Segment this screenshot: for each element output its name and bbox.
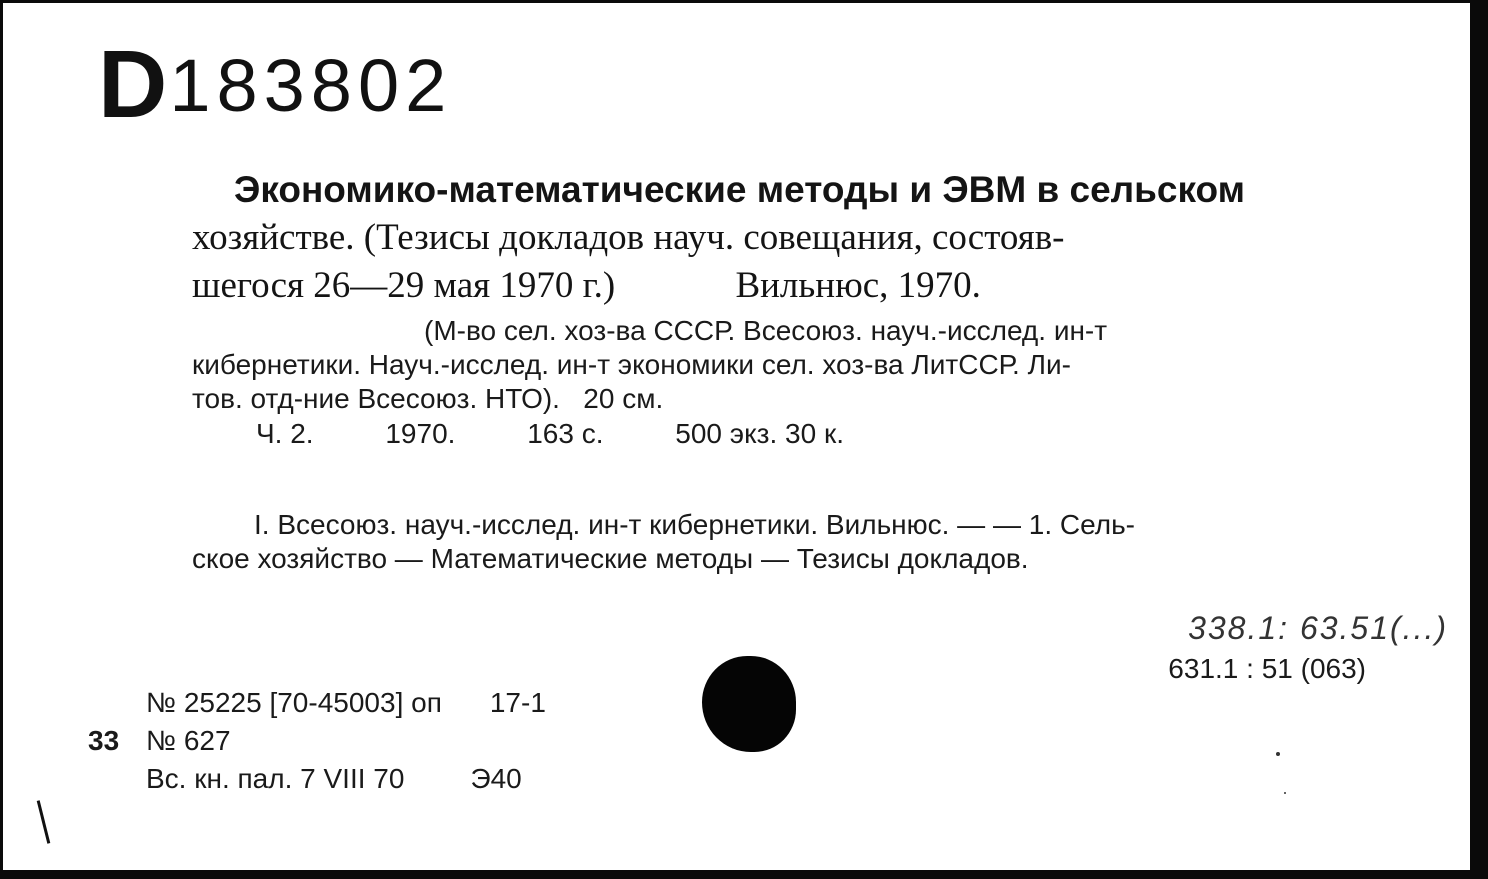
title-line: шегося 26—29 мая 1970 г.) Вильнюс, 1970. bbox=[192, 265, 981, 306]
volume-year: 1970. bbox=[385, 418, 456, 449]
catalog-number-prefix: D bbox=[98, 31, 170, 138]
catalog-number-digits: 183802 bbox=[169, 44, 453, 127]
ink-speck bbox=[1284, 792, 1286, 794]
issuer-line: тов. отд-ние Всесоюз. НТО). 20 см. bbox=[192, 383, 664, 414]
book-title: Экономико-математические методы и ЭВМ в сельском bbox=[234, 169, 1246, 210]
order-code: 17-1 bbox=[489, 687, 546, 718]
subject-tracings bbox=[192, 508, 1366, 576]
card-edge-top bbox=[0, 0, 1488, 3]
volume-part: Ч. 2. bbox=[256, 418, 314, 449]
chamber-date: Вс. кн. пал. 7 VIII 70 bbox=[146, 763, 405, 794]
card-edge-bottom bbox=[0, 870, 1488, 879]
tracing-line: I. Всесоюз. науч.-исслед. ин-т кибернетики. Вильнюс. — — 1. Сель- bbox=[254, 509, 1135, 540]
card-number: № 627 bbox=[146, 725, 231, 756]
print-info bbox=[88, 684, 546, 798]
print-info-row bbox=[88, 760, 546, 798]
print-info-row bbox=[88, 722, 546, 760]
classification-codes bbox=[1168, 610, 1448, 685]
udc-classification: 631.1 : 51 (063) bbox=[1168, 653, 1366, 684]
volume-print-run: 500 экз. 30 к. bbox=[675, 418, 844, 449]
pen-mark bbox=[37, 800, 51, 843]
collation-line bbox=[256, 418, 908, 450]
margin-number: 33 bbox=[88, 725, 120, 756]
chamber-code: Э40 bbox=[470, 763, 522, 794]
issuer-note bbox=[192, 314, 1366, 416]
handwritten-classification: 338.1: 63.51(...) bbox=[1188, 610, 1448, 646]
title-line: хозяйстве. (Тезисы докладов науч. совещания, состояв- bbox=[192, 217, 1065, 258]
card-edge-right bbox=[1470, 0, 1488, 879]
bibliographic-title-block bbox=[192, 166, 1364, 310]
print-info-row bbox=[88, 684, 546, 722]
volume-pages: 163 с. bbox=[527, 418, 604, 449]
issuer-line: кибернетики. Науч.-исслед. ин-т экономики сел. хоз-ва ЛитССР. Ли- bbox=[192, 349, 1071, 380]
tracing-line: ское хозяйство — Математические методы — Тезисы докладов. bbox=[192, 543, 1029, 574]
card-edge-left bbox=[0, 0, 3, 879]
ink-speck bbox=[1276, 752, 1280, 756]
catalog-number bbox=[98, 30, 452, 140]
ink-blot bbox=[702, 656, 796, 752]
issuer-line: (М-во сел. хоз-ва СССР. Всесоюз. науч.-исслед. ин-т bbox=[424, 315, 1108, 346]
order-number: № 25225 [70-45003] оп bbox=[146, 687, 442, 718]
